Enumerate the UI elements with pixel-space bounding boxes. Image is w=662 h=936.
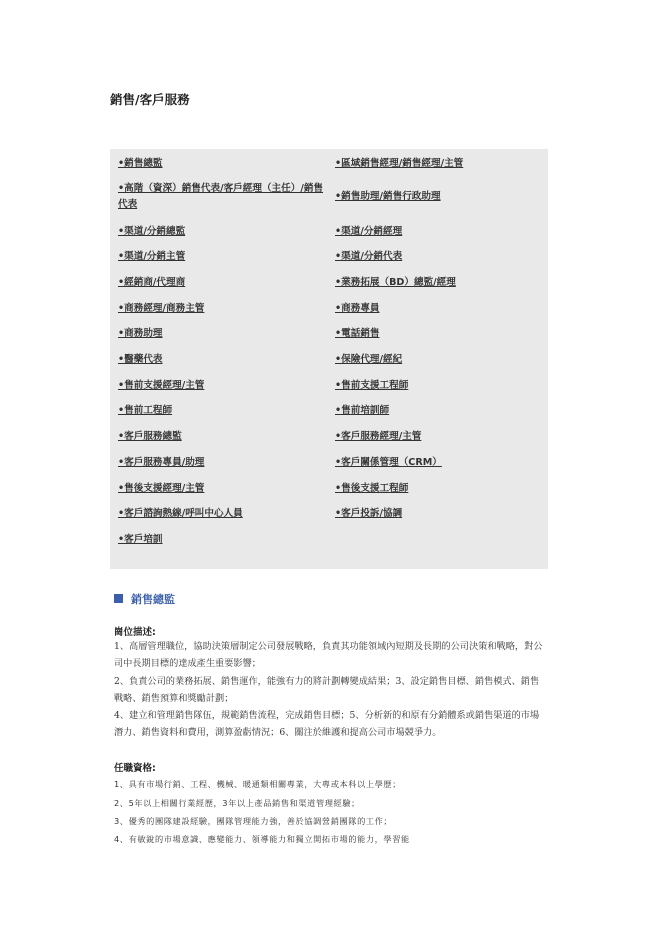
job-link[interactable]: •商務助理 — [118, 328, 163, 339]
job-link[interactable]: •客戶投訴/協調 — [335, 508, 403, 519]
job-link[interactable]: •電話銷售 — [335, 328, 380, 339]
job-link[interactable]: •醫藥代表 — [118, 354, 163, 365]
job-link[interactable]: •渠道/分銷經理 — [335, 226, 403, 237]
job-link[interactable]: •渠道/分銷總監 — [118, 226, 186, 237]
job-link[interactable]: •客戶服務總監 — [118, 431, 182, 442]
duty-paragraph-1: 1、高層管理職位，協助決策層制定公司發展戰略，負責其功能領域內短期及長期的公司決策和戰略，對公司中長期目標的達成產生重要影響； — [114, 641, 543, 669]
job-link[interactable]: •售前支援經理/主管 — [118, 380, 205, 391]
job-link[interactable]: •售前工程師 — [118, 405, 173, 416]
square-bullet-icon — [114, 594, 123, 603]
job-link[interactable]: •客戶服務專員/助理 — [118, 457, 205, 468]
job-link[interactable]: •商務經理/商務主管 — [118, 303, 205, 314]
job-link[interactable]: •售後支援經理/主管 — [118, 483, 205, 494]
job-link[interactable]: •業務拓展（BD）總監/經理 — [335, 277, 456, 288]
job-link[interactable]: •渠道/分銷主管 — [118, 251, 186, 262]
job-link[interactable]: •經銷商/代理商 — [118, 277, 186, 288]
job-link[interactable]: •售前支援工程師 — [335, 380, 409, 391]
job-link[interactable]: •區域銷售經理/銷售經理/主管 — [335, 158, 464, 169]
page-title: 銷售/客戶服務 — [110, 92, 190, 107]
job-link[interactable]: •售後支援工程師 — [335, 483, 409, 494]
duty-paragraph-3: 4、建立和管理銷售隊伍，規範銷售流程，完成銷售目標；5、分析新的和原有分銷體系或銷售渠道的市場潛力、銷售資料和費用，測算盈虧情況；6、關注於維護和提高公司市場競爭力。 — [114, 710, 540, 738]
job-category-table — [110, 149, 548, 569]
duty-paragraph-2: 2、負責公司的業務拓展、銷售運作，能強有力的將計劃轉變成結果；3、設定銷售目標、銷售模式、銷售戰略、銷售預算和獎勵計劃； — [114, 676, 540, 704]
section-heading — [114, 591, 175, 607]
section-heading-text: 銷售總監 — [131, 593, 175, 606]
job-link[interactable]: •商務專員 — [335, 303, 380, 314]
job-link[interactable]: •銷售助理/銷售行政助理 — [335, 191, 441, 202]
job-link[interactable]: •客戶培訓 — [118, 534, 163, 545]
requirement-item: 2、5年以上相關行業經歷，3年以上產品銷售和渠道管理經驗； — [114, 798, 360, 808]
duties-label: 崗位描述: — [114, 627, 156, 638]
requirement-item: 4、有敏銳的市場意識、應變能力、領導能力和獨立開拓市場的能力，學習能 — [114, 834, 410, 844]
job-link[interactable]: •高階（資深）銷售代表/客戶經理（主任）/銷售代表 — [118, 183, 324, 210]
requirements-label: 任職資格: — [114, 763, 156, 774]
job-link[interactable]: •售前培訓師 — [335, 405, 390, 416]
requirement-item: 3、優秀的團隊建設經驗，團隊管理能力強，善於協調營銷團隊的工作； — [114, 816, 393, 826]
requirement-item: 1、具有市場行銷、工程、機械、暖通類相關專業，大專或本科以上學歷； — [114, 779, 402, 789]
job-link[interactable]: •客戶諮詢熱線/呼叫中心人員 — [118, 508, 243, 519]
job-link[interactable]: •保險代理/經紀 — [335, 354, 403, 365]
job-link[interactable]: •客戶關係管理（CRM） — [335, 457, 442, 468]
job-link[interactable]: •銷售總監 — [118, 158, 163, 169]
job-link[interactable]: •客戶服務經理/主管 — [335, 431, 422, 442]
job-link[interactable]: •渠道/分銷代表 — [335, 251, 403, 262]
